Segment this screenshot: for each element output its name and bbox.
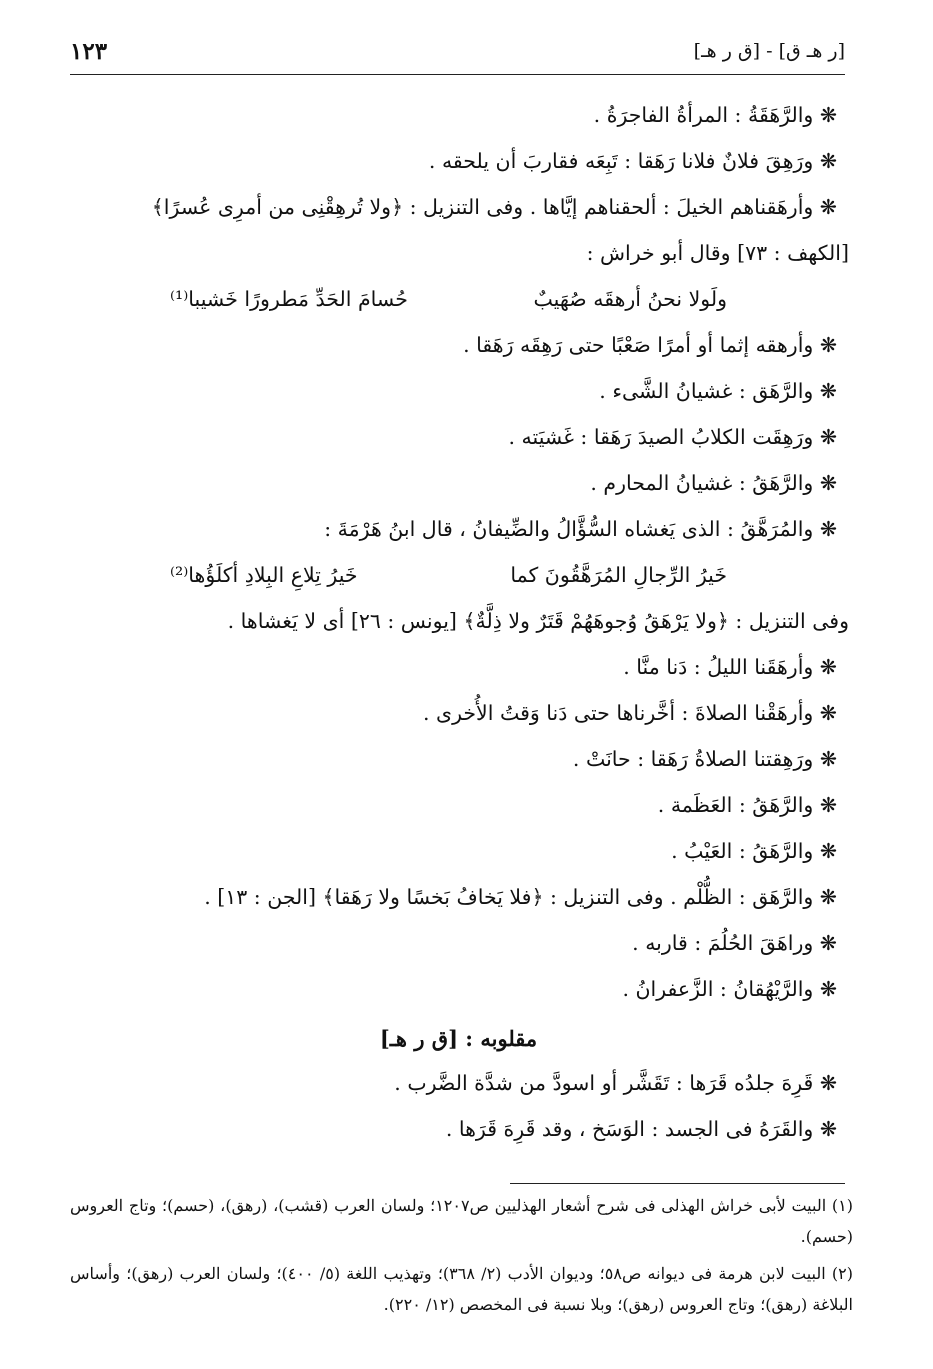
entry-line: ❋ والرَّهَقُ : غشيانُ المحارم . <box>590 471 837 495</box>
entry-line: ❋ والقَرَهُ فى الجسد : الوَسَخ ، وقد قَرِهَ قَرَها . <box>445 1117 837 1141</box>
entry-line: ❋ وأرهقه إثما أو أمرًا صَعْبًا حتى رَهِقَه رَهَقا . <box>463 333 837 357</box>
verse-second-hemistich: حُسامَ الحَدِّ مَطرورًا خَشيبا⁽¹⁾ <box>170 287 408 311</box>
entry-line: ❋ والرَّهَق : غشيانُ الشَّىء . <box>599 379 837 403</box>
section-subheading: مقلوبه : [ق ر هـ] <box>379 1026 538 1051</box>
entry-line: ❋ ورَهِقَت الكلابُ الصيدَ رَهَقا : غَشيَته . <box>508 425 837 449</box>
entry-line: ❋ ورَهِقتنا الصلاةُ رَهَقا : حانَتْ . <box>572 747 837 771</box>
entry-line: ❋ والرَّهَقَةُ : المرأةُ الفاجرَةُ . <box>593 103 837 127</box>
verse-first-hemistich: خَيرُ الرِّجالِ المُرَهَّقُونَ كما <box>510 563 727 587</box>
footnotes <box>70 1190 853 1326</box>
footnote: (١) البيت لأبى خراش الهذلى فى شرح أشعار الهذليين ص١٢٠٧؛ ولسان العرب (قشب)، (رهق)، (حسم)؛ وتاج العروس (حسم). <box>70 1196 854 1246</box>
poetry-verse <box>80 552 837 598</box>
entry-range: [ر هـ ق] - [ق ر هـ] <box>693 40 845 62</box>
entry-line: ❋ والرَّهَقُ : العَيْبُ . <box>671 839 837 863</box>
entry-line: ❋ وراهَقَ الحُلُمَ : قاربه . <box>632 931 837 955</box>
entry-line: ❋ والرَّيْهُقانُ : الزَّعفرانُ . <box>622 977 837 1001</box>
entry-line: وفى التنزيل : ﴿ولا يَرْهَقُ وُجوهَهُمْ قَتَرٌ ولا ذِلَّةٌ﴾ [يونس : ٢٦] أى لا يَغشاها . <box>227 609 849 633</box>
entry-line: ❋ والرَّهَقُ : العَظَمة . <box>657 793 837 817</box>
entry-line: ❋ قَرِهَ جلدُه قَرَها : تَقَشَّر أو اسودَّ من شدَّة الضَّرب . <box>394 1071 837 1095</box>
entry-line: ❋ وأرهَقناهم الخيلَ : ألحقناهم إيَّاها . وفى التنزيل : ﴿ولا تُرهِقْنِى من أمرِى عُسرًا﴾ <box>151 195 837 219</box>
entry-line: ❋ وأرهَقَنا الليلُ : دَنا منَّا . <box>623 655 837 679</box>
entry-line: ❋ وأرهَقْنا الصلاةَ : أخَّرناها حتى دَنا وَقتُ الأُخرى . <box>422 701 837 725</box>
page-header <box>70 38 845 75</box>
poetry-verse <box>80 276 837 322</box>
entry-line: ❋ والرَّهَق : الظُّلْم . وفى التنزيل : ﴿فلا يَخافُ بَخسًا ولا رَهَقا﴾ [الجن : ١٣] . <box>204 885 837 909</box>
page-number: ١٢٣ <box>70 38 108 65</box>
entry-line: ❋ ورَهِقَ فلانٌ فلانا رَهَقا : تَبِعَه فقاربَ أن يلحقه . <box>428 149 837 173</box>
entry-line: ❋ والمُرَهَّقُ : الذى يَغشاه السُّؤَّالُ والضِّيفانُ ، قال ابنُ هَرْمَةَ : <box>324 517 837 541</box>
verse-second-hemistich: خَيرُ تِلاعِ البِلادِ أكلَؤُها⁽²⁾ <box>170 563 358 587</box>
entry-line: [الكهف : ٧٣] وقال أبو خراش : <box>586 241 849 265</box>
footnote: (٢) البيت لابن هرمة فى ديوانه ص٥٨؛ وديوان الأدب (٢/ ٣٦٨)؛ وتهذيب اللغة (٥/ ٤٠٠)؛ ولسان العرب (رهق)؛ وأساس البلاغة (رهق)؛ وتاج العروس (رهق)؛ وبلا نسبة فى المخصص (١٢/ ٢٢٠). <box>70 1264 854 1314</box>
verse-first-hemistich: ولَولا نحنُ أرهقَه صُهَيبٌ <box>533 287 727 311</box>
footnote-divider <box>510 1183 845 1184</box>
entry-body <box>80 92 849 1152</box>
